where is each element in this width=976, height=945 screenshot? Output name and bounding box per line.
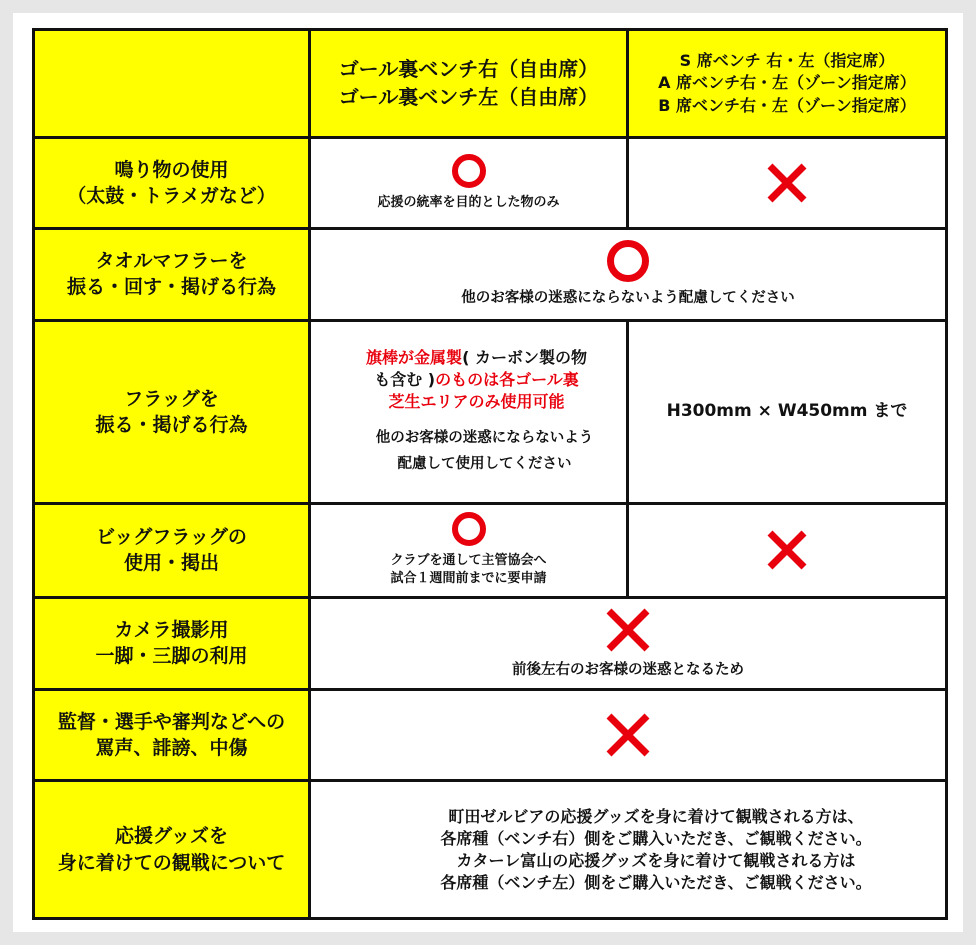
row-label-line: 振る・掲げる行為 [95,413,248,436]
row-label-line: 身に着けての観戦について [57,851,286,874]
row-label-line: 使用・掲出 [123,552,219,575]
header-b-seat: B 席ベンチ右・左（ゾーン指定席） [658,95,916,115]
flag-rule-red-text: のものは各ゴール裏 [435,369,579,389]
allowed-circle-icon [452,154,486,188]
cell-note: 他のお客様の迷惑にならないよう配慮してください [461,290,795,307]
cell-note [311,552,626,590]
flag-rule-text [327,347,626,413]
row-noisemakers [34,138,947,229]
cell-tripod-merged [310,597,947,689]
prohibited-cross-icon [765,528,809,572]
rules-card [13,13,963,932]
cell-note-line: 試合１週間前までに要申請 [390,571,547,587]
header-reserved-seats [628,30,947,138]
header-a-seat: A 席ベンチ右・左（ゾーン指定席） [658,73,916,93]
allowed-circle-icon [452,512,486,546]
prohibited-cross-icon [604,711,652,759]
cell-abuse-merged [310,689,947,781]
flag-rule-black-text: も含む ) [374,369,436,389]
row-label-bigflag [34,504,310,598]
cell-flags-reserved [628,320,947,504]
prohibited-cross-icon [604,606,652,654]
goods-note-line: カターレ富山の応援グッズを身に着けて観戦される方は [456,850,856,870]
cell-bigflag-reserved [628,504,947,598]
row-label-line: （太鼓・トラメガなど） [67,184,276,207]
flag-sub-note [327,425,626,477]
header-goal-bench-left: ゴール裏ベンチ左（自由席） [338,84,599,109]
goods-note-line: 町田ゼルビアの応援グッズを身に着けて観戦される方は、 [448,806,864,826]
row-label-line: フラッグを [124,387,219,410]
row-abuse [34,689,947,781]
header-goal-bench-right: ゴール裏ベンチ右（自由席） [338,56,599,81]
goods-note-line: 各席種（ベンチ左）側をご購入いただき、ご観戦ください。 [440,872,872,892]
row-label-line: 監督・選手や審判などへの [57,710,286,733]
cell-goods-merged [310,781,947,919]
row-label-noisemakers [34,138,310,229]
cell-flags-goal [310,320,628,504]
row-towel [34,228,947,320]
row-label-line: カメラ撮影用 [114,618,229,641]
cell-noisemakers-reserved [628,138,947,229]
header-s-seat: S 席ベンチ 右・左（指定席） [679,51,895,71]
flag-rule-red-text: 旗棒が金属製 [366,347,463,367]
row-label-flags [34,320,310,504]
row-label-goods [34,781,310,919]
row-label-line: 鳴り物の使用 [114,158,229,181]
row-label-line: ビッグフラッグの [96,526,247,549]
allowed-circle-icon [607,240,649,282]
row-label-line: タオルマフラーを [95,249,248,272]
header-row [34,30,947,138]
goods-note-line: 各席種（ベンチ右）側をご購入いただき、ご観戦ください。 [440,828,872,848]
flag-size-limit: H300mm × W450mm まで [666,401,908,422]
row-label-line: 罵声、誹謗、中傷 [95,736,248,759]
prohibited-cross-icon [765,161,809,205]
flag-rule-red-text: 芝生エリアのみ使用可能 [388,391,565,411]
row-label-line: 応援グッズを [114,825,229,848]
row-flags [34,320,947,504]
cell-noisemakers-goal [310,138,628,229]
cell-bigflag-goal [310,504,628,598]
cell-note: 応援の統率を目的とした物のみ [377,194,560,210]
cell-note: 前後左右のお客様の迷惑となるため [512,662,744,679]
stadium-rules-table [32,28,948,920]
row-label-abuse [34,689,310,781]
row-label-line: 振る・回す・掲げる行為 [66,276,276,299]
cell-towel-merged [310,228,947,320]
row-label-line: 一脚・三脚の利用 [95,645,248,668]
row-goods [34,781,947,919]
flag-sub-note-line: 他のお客様の迷惑にならないよう [375,429,594,446]
row-bigflag [34,504,947,598]
row-tripod [34,597,947,689]
flag-rule-black-text: ( カーボン製の物 [462,347,587,367]
flag-sub-note-line: 配慮して使用してください [397,455,572,472]
cell-note-line: クラブを通して主管協会へ [390,552,547,568]
header-goal-bench [310,30,628,138]
header-corner-cell [34,30,310,138]
row-label-towel [34,228,310,320]
row-label-tripod [34,597,310,689]
